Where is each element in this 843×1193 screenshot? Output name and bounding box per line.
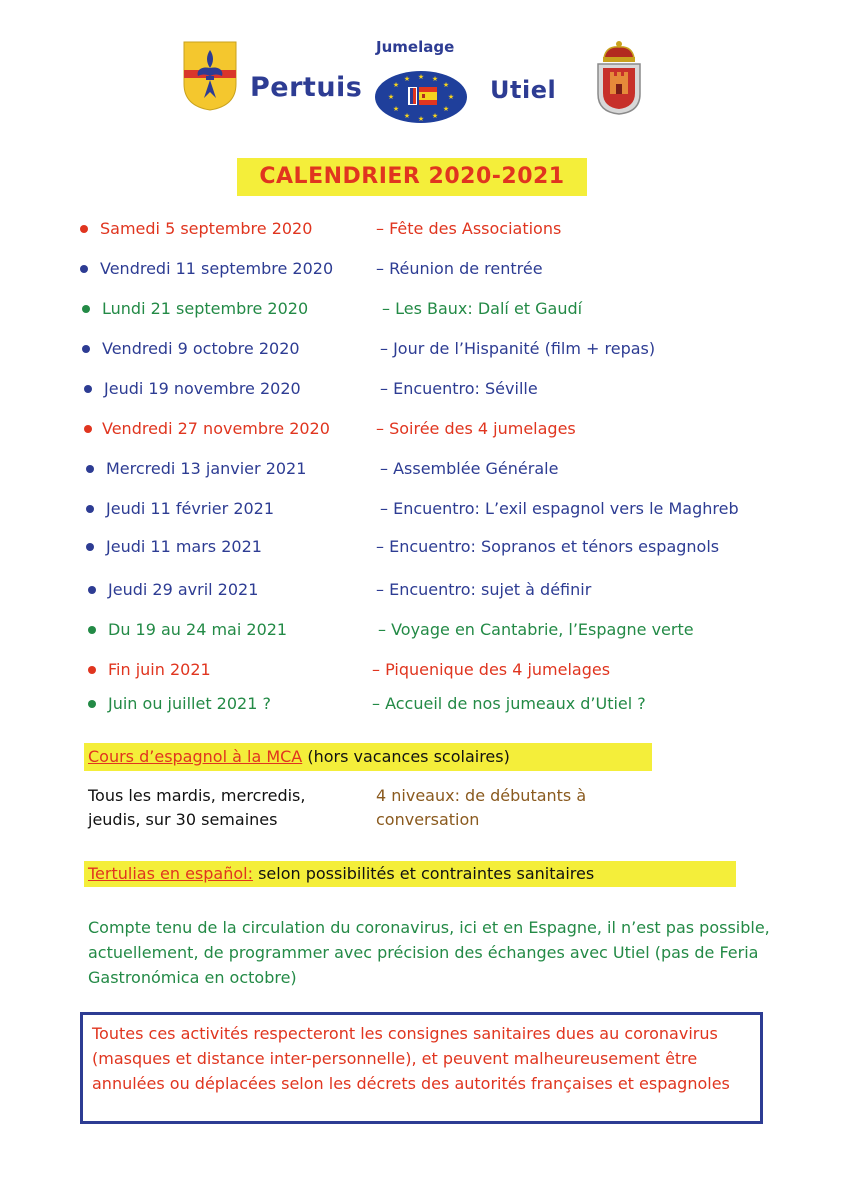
event-item [0,215,843,243]
event-item [0,335,843,363]
bullet-icon [80,265,88,273]
event-label: – Encuentro: L’exil espagnol vers le Maghreb [380,499,739,518]
bullet-icon [88,626,96,634]
bullet-icon [86,465,94,473]
bullet-icon [88,666,96,674]
event-label: – Accueil de nos jumeaux d’Utiel ? [372,694,646,713]
event-item [0,656,843,684]
bullet-icon [86,505,94,513]
coronavirus-note: Compte tenu de la circulation du coronavirus, ici et en Espagne, il n’est pas possible, actuellement, de programmer avec précision des échanges avec Utiel (pas de Feria Gastronómica en octobre) [88,918,770,987]
svg-text:★: ★ [392,81,400,89]
svg-text:★: ★ [447,93,455,101]
bullet-icon [84,425,92,433]
cours-schedule-1: Tous les mardis, mercredis, [88,786,306,805]
event-item [0,533,843,561]
cours-title [88,745,510,769]
svg-text:★: ★ [442,81,450,89]
bullet-icon [82,345,90,353]
tertulias-title [88,862,594,886]
cours-levels-2: conversation [376,810,480,829]
event-label: – Assemblée Générale [380,459,559,478]
utiel-crest-icon [594,38,644,116]
event-date: Vendredi 27 novembre 2020 [102,419,330,438]
tertulias-title-rest: selon possibilités et contraintes sanitaires [252,864,595,883]
bullet-icon [82,305,90,313]
event-label: – Jour de l’Hispanité (film + repas) [380,339,656,358]
event-date: Juin ou juillet 2021 ? [108,694,271,713]
page-title: CALENDRIER 2020-2021 [259,164,565,189]
event-date: Jeudi 11 mars 2021 [106,537,262,556]
event-item [0,415,843,443]
svg-text:★: ★ [417,115,425,123]
cours-title-main: Cours d’espagnol à la MCA [88,747,303,766]
event-item [0,616,843,644]
event-date: Vendredi 9 octobre 2020 [102,339,300,358]
event-item [0,375,843,403]
event-item [0,295,843,323]
bullet-icon [86,543,94,551]
event-item [0,576,843,604]
tertulias-title-main: Tertulias en español: [88,864,253,883]
utiel-label: Utiel [490,76,557,104]
svg-text:★: ★ [392,105,400,113]
event-item [0,495,843,523]
title-highlight [237,158,587,196]
pertuis-coat-of-arms-icon [182,40,238,112]
cours-schedule-2: jeudis, sur 30 semaines [88,810,278,829]
event-label: – Encuentro: Séville [380,379,538,398]
event-date: Du 19 au 24 mai 2021 [108,620,288,639]
event-date: Jeudi 29 avril 2021 [108,580,259,599]
event-date: Mercredi 13 janvier 2021 [106,459,307,478]
svg-text:★: ★ [403,112,411,120]
event-label: – Encuentro: sujet à définir [376,580,592,599]
svg-text:★: ★ [431,112,439,120]
event-date: Samedi 5 septembre 2020 [100,219,313,238]
health-rules-text: Toutes ces activités respecteront les consignes sanitaires dues au coronavirus (masques et distance inter-personnelle), et peuvent malheureusement être annulées ou déplacées selon les décrets des autorités françaises et espagnoles [92,1024,730,1093]
event-item [0,255,843,283]
event-label: – Fête des Associations [376,219,562,238]
event-item [0,455,843,483]
health-rules-box [80,1012,763,1124]
event-label: – Soirée des 4 jumelages [376,419,576,438]
svg-text:★: ★ [442,105,450,113]
event-date: Jeudi 19 novembre 2020 [104,379,301,398]
bullet-icon [84,385,92,393]
event-date: Lundi 21 septembre 2020 [102,299,309,318]
cours-levels-1: 4 niveaux: de débutants à [376,786,587,805]
event-label: – Piquenique des 4 jumelages [372,660,611,679]
eu-stars-flag-icon [374,70,468,124]
event-label: – Voyage en Cantabrie, l’Espagne verte [378,620,694,639]
svg-text:★: ★ [387,93,395,101]
event-date: Fin juin 2021 [108,660,211,679]
jumelage-label: Jumelage [376,38,455,56]
pertuis-label: Pertuis [250,72,363,103]
svg-text:★: ★ [403,75,411,83]
bullet-icon [88,586,96,594]
svg-text:★: ★ [431,75,439,83]
bullet-icon [80,225,88,233]
event-item [0,690,843,718]
event-label: – Les Baux: Dalí et Gaudí [382,299,583,318]
svg-text:★: ★ [417,73,425,81]
cours-title-rest: (hors vacances scolaires) [302,747,510,766]
event-date: Vendredi 11 septembre 2020 [100,259,334,278]
event-date: Jeudi 11 février 2021 [106,499,275,518]
event-label: – Encuentro: Sopranos et ténors espagnols [376,537,720,556]
event-label: – Réunion de rentrée [376,259,543,278]
bullet-icon [88,700,96,708]
